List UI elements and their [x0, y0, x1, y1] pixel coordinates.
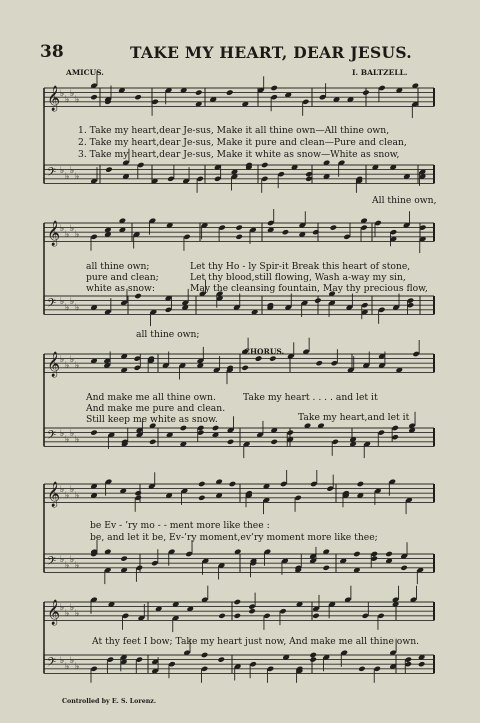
svg-text:♭: ♭	[75, 303, 80, 313]
bass-text-2: all thine own;	[136, 329, 200, 340]
sys2-line-2b: Let thy blood,still flowing, Wash a-way my sin,	[190, 272, 406, 283]
svg-text:♭: ♭	[75, 95, 80, 105]
svg-text:♭: ♭	[60, 224, 65, 234]
bass-text-1: All thine own,	[372, 195, 437, 206]
page-number: 38	[40, 42, 64, 62]
svg-text:♭: ♭	[60, 603, 65, 613]
svg-text:♭: ♭	[60, 166, 65, 176]
hymn-title: TAKE MY HEART, DEAR JESUS.	[130, 43, 412, 62]
svg-text:♭: ♭	[70, 297, 75, 307]
svg-text:𝄞: 𝄞	[47, 86, 61, 111]
svg-text:♭: ♭	[65, 435, 70, 445]
svg-text:♭: ♭	[75, 435, 80, 445]
svg-text:♭: ♭	[70, 656, 75, 666]
svg-text:♭: ♭	[65, 662, 70, 672]
svg-text:♭: ♭	[60, 297, 65, 307]
sys3-line-2: And make me pure and clean.	[86, 403, 226, 414]
svg-text:♭: ♭	[65, 609, 70, 619]
svg-text:♭: ♭	[65, 95, 70, 105]
svg-text:♭: ♭	[65, 172, 70, 182]
composer-credit: I. BALTZELL.	[352, 68, 408, 77]
tune-name: AMICUS.	[66, 68, 104, 77]
svg-text:♭: ♭	[75, 172, 80, 182]
svg-text:𝄢: 𝄢	[47, 656, 57, 672]
svg-text:♭: ♭	[65, 361, 70, 371]
sys3-line-1: And make me all thine own.	[86, 392, 216, 403]
bass-text-3: Take my heart,and let it	[298, 412, 410, 423]
sys2-line-3b: May the cleansing fountain, May thy precious flow,	[190, 283, 428, 294]
sys2-line-1b: Let thy Ho - ly Spir-it Break this heart of stone,	[190, 261, 411, 272]
svg-text:♭: ♭	[75, 662, 80, 672]
svg-text:♭: ♭	[60, 429, 65, 439]
sys5-text: At thy feet I bow; Take my heart just now, And make me all thine own.	[92, 636, 420, 647]
svg-text:𝄢: 𝄢	[47, 429, 57, 445]
svg-text:♭: ♭	[70, 166, 75, 176]
svg-text:♭: ♭	[75, 361, 80, 371]
svg-text:♭: ♭	[70, 355, 75, 365]
svg-text:𝄞: 𝄞	[47, 600, 61, 625]
verse-3-line: 3. Take my heart,dear Je-sus, Make it white as snow—White as snow,	[78, 149, 400, 160]
svg-text:♭: ♭	[75, 561, 80, 571]
sys4-soprano-text: be Ev - ’ry mo - - ment more like thee :	[90, 520, 270, 531]
svg-text:♭: ♭	[60, 485, 65, 495]
svg-text:♭: ♭	[60, 355, 65, 365]
svg-text:♭: ♭	[60, 89, 65, 99]
svg-text:𝄞: 𝄞	[47, 352, 61, 377]
svg-text:♭: ♭	[75, 230, 80, 240]
svg-text:♭: ♭	[70, 555, 75, 565]
chorus-text: Take my heart . . . . and let it	[243, 392, 378, 403]
sys2-line-1a: all thine own;	[86, 261, 150, 272]
svg-text:♭: ♭	[70, 485, 75, 495]
svg-text:♭: ♭	[65, 303, 70, 313]
copyright-footer: Controlled by E. S. Lorenz.	[62, 698, 157, 705]
svg-text:𝄢: 𝄢	[47, 166, 57, 182]
svg-text:♭: ♭	[60, 656, 65, 666]
svg-text:𝄢: 𝄢	[47, 555, 57, 571]
verse-1-line: 1. Take my heart,dear Je-sus, Make it all thine own—All thine own,	[78, 125, 390, 136]
sys2-line-2a: pure and clean;	[86, 272, 159, 283]
svg-text:♭: ♭	[70, 224, 75, 234]
svg-text:𝄢: 𝄢	[47, 297, 57, 313]
svg-text:𝄞: 𝄞	[47, 221, 61, 246]
svg-text:♭: ♭	[60, 555, 65, 565]
sys2-line-3a: white as snow:	[86, 283, 156, 294]
svg-text:♭: ♭	[70, 603, 75, 613]
svg-text:♭: ♭	[70, 89, 75, 99]
verse-2-line: 2. Take my heart,dear Je-sus, Make it pure and clean—Pure and clean,	[78, 137, 407, 148]
svg-text:♭: ♭	[65, 561, 70, 571]
svg-text:♭: ♭	[70, 429, 75, 439]
svg-text:♭: ♭	[75, 491, 80, 501]
sys4-bass-text: be, and let it be, Ev-’ry moment,ev’ry moment more like thee;	[90, 532, 378, 543]
sys3-line-3: Still keep me white as snow.	[86, 414, 218, 425]
svg-text:♭: ♭	[65, 491, 70, 501]
svg-text:♭: ♭	[75, 609, 80, 619]
svg-text:𝄞: 𝄞	[47, 482, 61, 507]
svg-text:♭: ♭	[65, 230, 70, 240]
chorus-label: CHORUS.	[244, 347, 285, 356]
